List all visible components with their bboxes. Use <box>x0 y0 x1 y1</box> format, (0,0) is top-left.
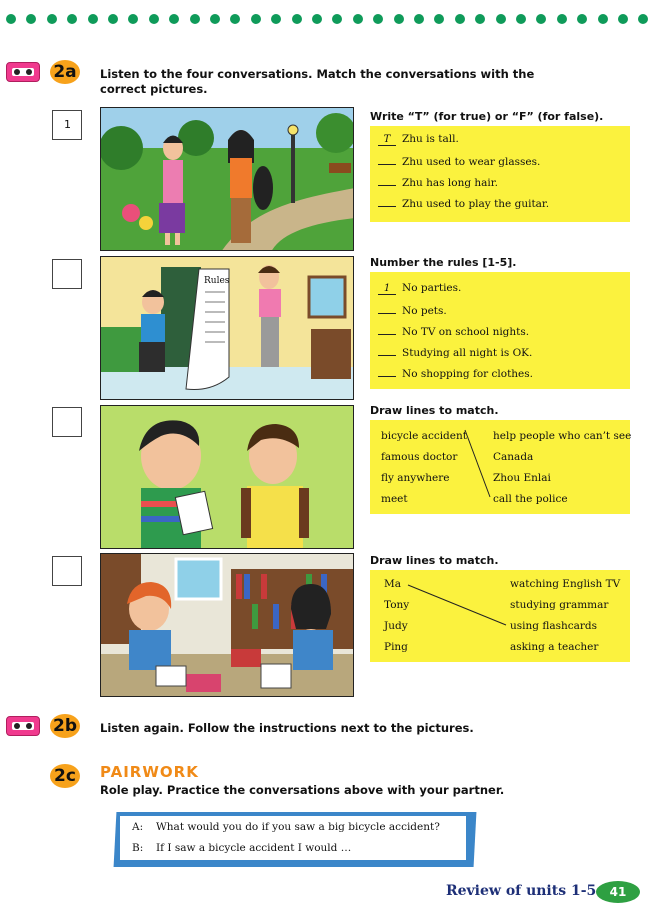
answer-blank[interactable] <box>378 175 396 186</box>
statement-text: Zhu has long hair. <box>402 177 498 189</box>
top-dot-border <box>0 14 650 30</box>
border-dot <box>26 14 36 24</box>
picture-two-boys <box>100 405 354 549</box>
instruction-2a-line2: correct pictures. <box>100 82 208 96</box>
answer-blank[interactable] <box>378 303 396 314</box>
answer-box-1[interactable] <box>52 110 82 140</box>
border-dot <box>496 14 506 24</box>
statement-text: Zhu is tall. <box>402 133 459 145</box>
dialogue-speaker: A: <box>132 821 144 833</box>
border-dot <box>516 14 526 24</box>
pairwork-title: PAIRWORK <box>100 763 199 781</box>
border-dot <box>271 14 281 24</box>
rule-text: Studying all night is OK. <box>402 347 533 359</box>
rule-row <box>378 282 461 295</box>
statement-text: Zhu used to wear glasses. <box>402 156 541 168</box>
border-dot <box>475 14 485 24</box>
rules-sign: Rules <box>204 276 230 286</box>
statement-row <box>378 175 498 189</box>
border-dot <box>536 14 546 24</box>
border-dot <box>230 14 240 24</box>
rule-row <box>378 324 529 338</box>
picture-house-rules <box>100 256 354 400</box>
border-dot <box>434 14 444 24</box>
statement-row <box>378 133 459 146</box>
border-dot <box>88 14 98 24</box>
border-dot <box>373 14 383 24</box>
border-dot <box>108 14 118 24</box>
border-dot <box>292 14 302 24</box>
answer-box-4[interactable] <box>52 556 82 586</box>
answer-box-3[interactable] <box>52 407 82 437</box>
picture-students-library <box>100 553 354 697</box>
panel-title-2: Number the rules [1-5]. <box>370 256 517 269</box>
answer-box-value: 1 <box>64 118 71 131</box>
answer-blank[interactable]: T <box>378 135 396 146</box>
statement-row <box>378 196 549 210</box>
border-dot <box>638 14 648 24</box>
answer-blank[interactable] <box>378 154 396 165</box>
answer-blank[interactable] <box>378 345 396 356</box>
answer-blank[interactable]: 1 <box>378 284 396 295</box>
instruction-2b: Listen again. Follow the instructions next to the pictures. <box>100 721 474 735</box>
rule-row <box>378 303 447 317</box>
border-dot <box>149 14 159 24</box>
match-right-item[interactable]: help people who can’t see <box>493 430 632 442</box>
match-left-item[interactable]: meet <box>381 493 408 505</box>
rule-text: No TV on school nights. <box>402 326 530 338</box>
match-left-item[interactable]: Ping <box>384 641 408 653</box>
panel-title-4: Draw lines to match. <box>370 554 499 567</box>
dialogue-line: If I saw a bicycle accident I would … <box>156 842 352 854</box>
border-dot <box>128 14 138 24</box>
border-dot <box>414 14 424 24</box>
rule-row <box>378 366 533 380</box>
rule-text: No pets. <box>402 305 447 317</box>
border-dot <box>190 14 200 24</box>
answer-box-2[interactable] <box>52 259 82 289</box>
match-line-example <box>404 580 514 630</box>
rule-text: No shopping for clothes. <box>402 368 533 380</box>
rule-text: No parties. <box>402 282 462 294</box>
border-dot <box>47 14 57 24</box>
exercise-badge-2b: 2b <box>50 714 80 738</box>
border-dot <box>312 14 322 24</box>
border-dot <box>598 14 608 24</box>
border-dot <box>455 14 465 24</box>
statement-row <box>378 154 540 168</box>
answer-blank[interactable] <box>378 324 396 335</box>
panel-title-1: Write “T” (for true) or “F” (for false). <box>370 110 604 123</box>
cassette-icon <box>6 62 40 82</box>
border-dot <box>169 14 179 24</box>
panel-title-3: Draw lines to match. <box>370 404 499 417</box>
border-dot <box>577 14 587 24</box>
match-left-item[interactable]: Tony <box>384 599 410 611</box>
rule-row <box>378 345 532 359</box>
page-number: 41 <box>596 881 640 903</box>
border-dot <box>618 14 628 24</box>
exercise-badge-2a: 2a <box>50 60 80 84</box>
answer-blank[interactable] <box>378 366 396 377</box>
match-right-item[interactable]: call the police <box>493 493 568 505</box>
answer-blank[interactable] <box>378 196 396 207</box>
match-left-item[interactable]: bicycle accident <box>381 430 467 442</box>
match-line-example <box>460 425 500 505</box>
match-left-item[interactable]: Ma <box>384 578 402 590</box>
match-right-item[interactable]: studying grammar <box>510 599 609 611</box>
border-dot <box>210 14 220 24</box>
border-dot <box>557 14 567 24</box>
picture-park-friends <box>100 107 354 251</box>
instruction-2c: Role play. Practice the conversations above with your partner. <box>100 783 505 797</box>
border-dot <box>394 14 404 24</box>
instruction-2a-line1: Listen to the four conversations. Match the conversations with the <box>100 67 535 81</box>
match-left-item[interactable]: famous doctor <box>381 451 458 463</box>
match-right-item[interactable]: Canada <box>493 451 534 463</box>
match-left-item[interactable]: fly anywhere <box>381 472 450 484</box>
exercise-badge-2c: 2c <box>50 764 80 788</box>
dialogue-line: What would you do if you saw a big bicycle accident? <box>156 821 440 833</box>
review-label: Review of units 1-5 <box>446 883 597 899</box>
match-right-item[interactable]: Zhou Enlai <box>493 472 551 484</box>
dialogue-speaker: B: <box>132 842 144 854</box>
match-right-item[interactable]: asking a teacher <box>510 641 599 653</box>
border-dot <box>67 14 77 24</box>
border-dot <box>251 14 261 24</box>
statement-text: Zhu used to play the guitar. <box>402 198 550 210</box>
match-left-item[interactable]: Judy <box>384 620 408 632</box>
border-dot <box>332 14 342 24</box>
cassette-icon <box>6 716 40 736</box>
match-right-item[interactable]: watching English TV <box>510 578 621 590</box>
match-right-item[interactable]: using flashcards <box>510 620 598 632</box>
border-dot <box>6 14 16 24</box>
border-dot <box>353 14 363 24</box>
